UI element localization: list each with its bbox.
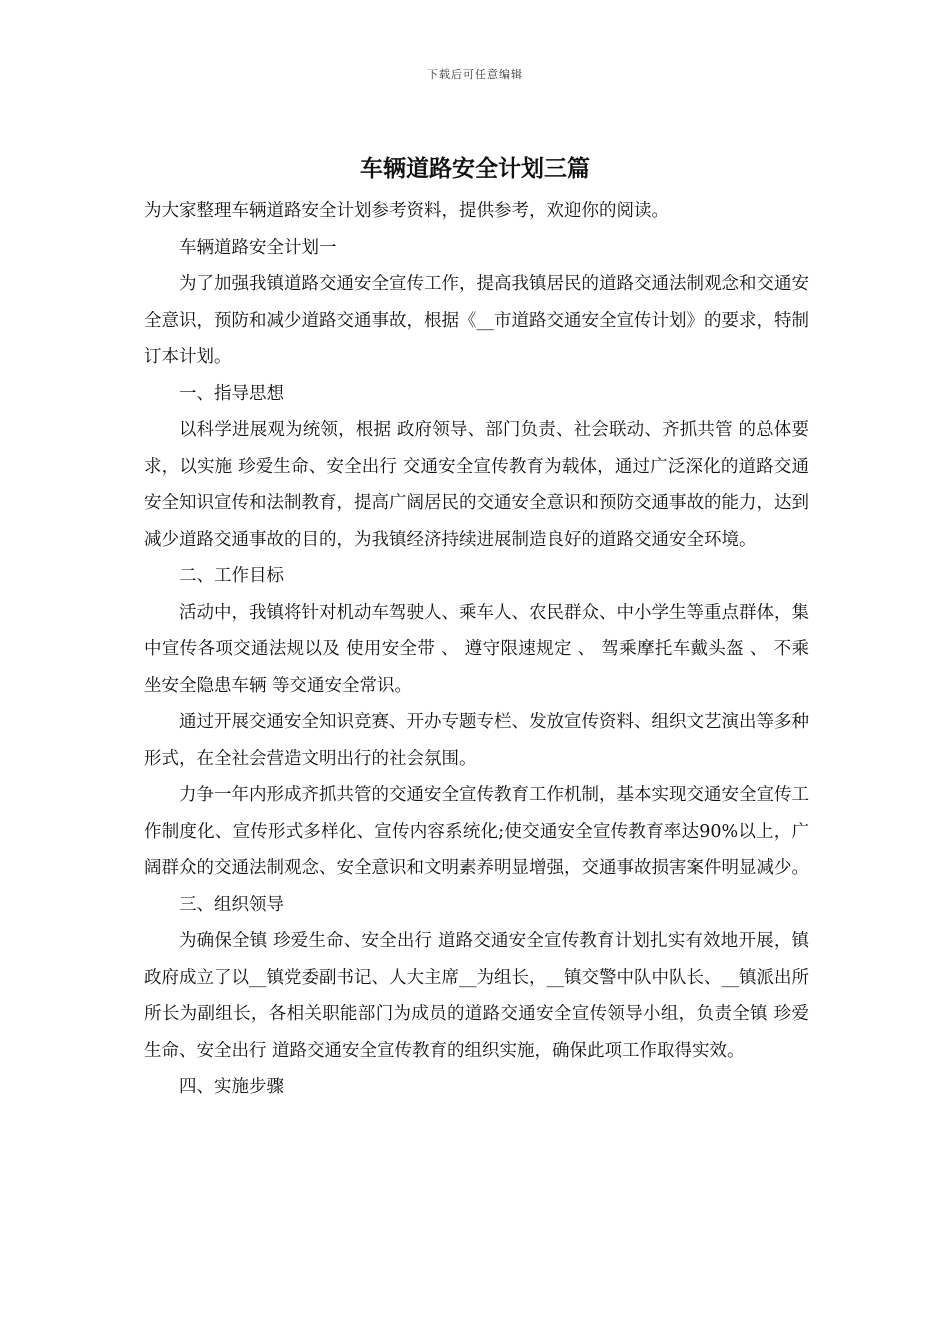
document-title: 车辆道路安全计划三篇 [360,155,590,182]
body-paragraph: 通过开展交通安全知识竞赛、开办专题专栏、发放宣传资料、组织文艺演出等多种形式，在全社会营造文明出行的社会氛围。 [144,712,809,769]
section-heading-plan-one: 车辆道路安全计划一 [179,237,337,258]
section-heading-organization: 三、组织领导 [179,894,284,915]
header-note: 下载后可任意编辑 [427,68,523,81]
section-heading-guiding-thought: 一、指导思想 [179,383,284,404]
body-paragraph: 以科学进展观为统领，根据 政府领导、部门负责、社会联动、齐抓共管 的总体要求，以实施 珍爱生命、安全出行 交通安全宣传教育为载体，通过广泛深化的道路交通安全知识宣传和法制教育，提高广阔居民的交通安全意识和预防交通事故的能力，达到减少道路交通事故的目的，为我镇经济持续进展制造良好的道路交通安全环境。 [144,420,809,550]
intro-paragraph: 为大家整理车辆道路安全计划参考资料，提供参考，欢迎你的阅读。 [144,201,669,221]
section-heading-implementation-steps: 四、实施步骤 [179,1077,284,1097]
body-paragraph: 为确保全镇 珍爱生命、安全出行 道路交通安全宣传教育计划扎实有效地开展，镇政府成立了以__镇党委副书记、人大主席__为组长，__镇交警中队中队长、__镇派出所所长为副组长，各相关职能部门为成员的道路交通安全宣传领导小组，负责全镇 珍爱生命、安全出行 道路交通安全宣传教育的组织实施，确保此项工作取得实效。 [144,931,809,1061]
body-paragraph: 力争一年内形成齐抓共管的交通安全宣传教育工作机制，基本实现交通安全宣传工作制度化、宣传形式多样化、宣传内容系统化;使交通安全宣传教育率达90%以上，广阔群众的交通法制观念、安全意识和文明素养明显增强，交通事故损害案件明显减少。 [144,785,809,878]
body-paragraph: 为了加强我镇道路交通安全宣传工作，提高我镇居民的道路交通法制观念和交通安全意识，预防和减少道路交通事故，根据《__市道路交通安全宣传计划》的要求，特制订本计划。 [144,274,809,367]
body-paragraph: 活动中，我镇将针对机动车驾驶人、乘车人、农民群众、中小学生等重点群体，集中宣传各项交通法规以及 使用安全带 、 遵守限速规定 、 驾乘摩托车戴头盔 、 不乘坐安全隐患车辆 等交通安全常识。 [144,602,809,696]
section-heading-work-goals: 二、工作目标 [179,566,284,586]
document-body [144,193,809,1106]
